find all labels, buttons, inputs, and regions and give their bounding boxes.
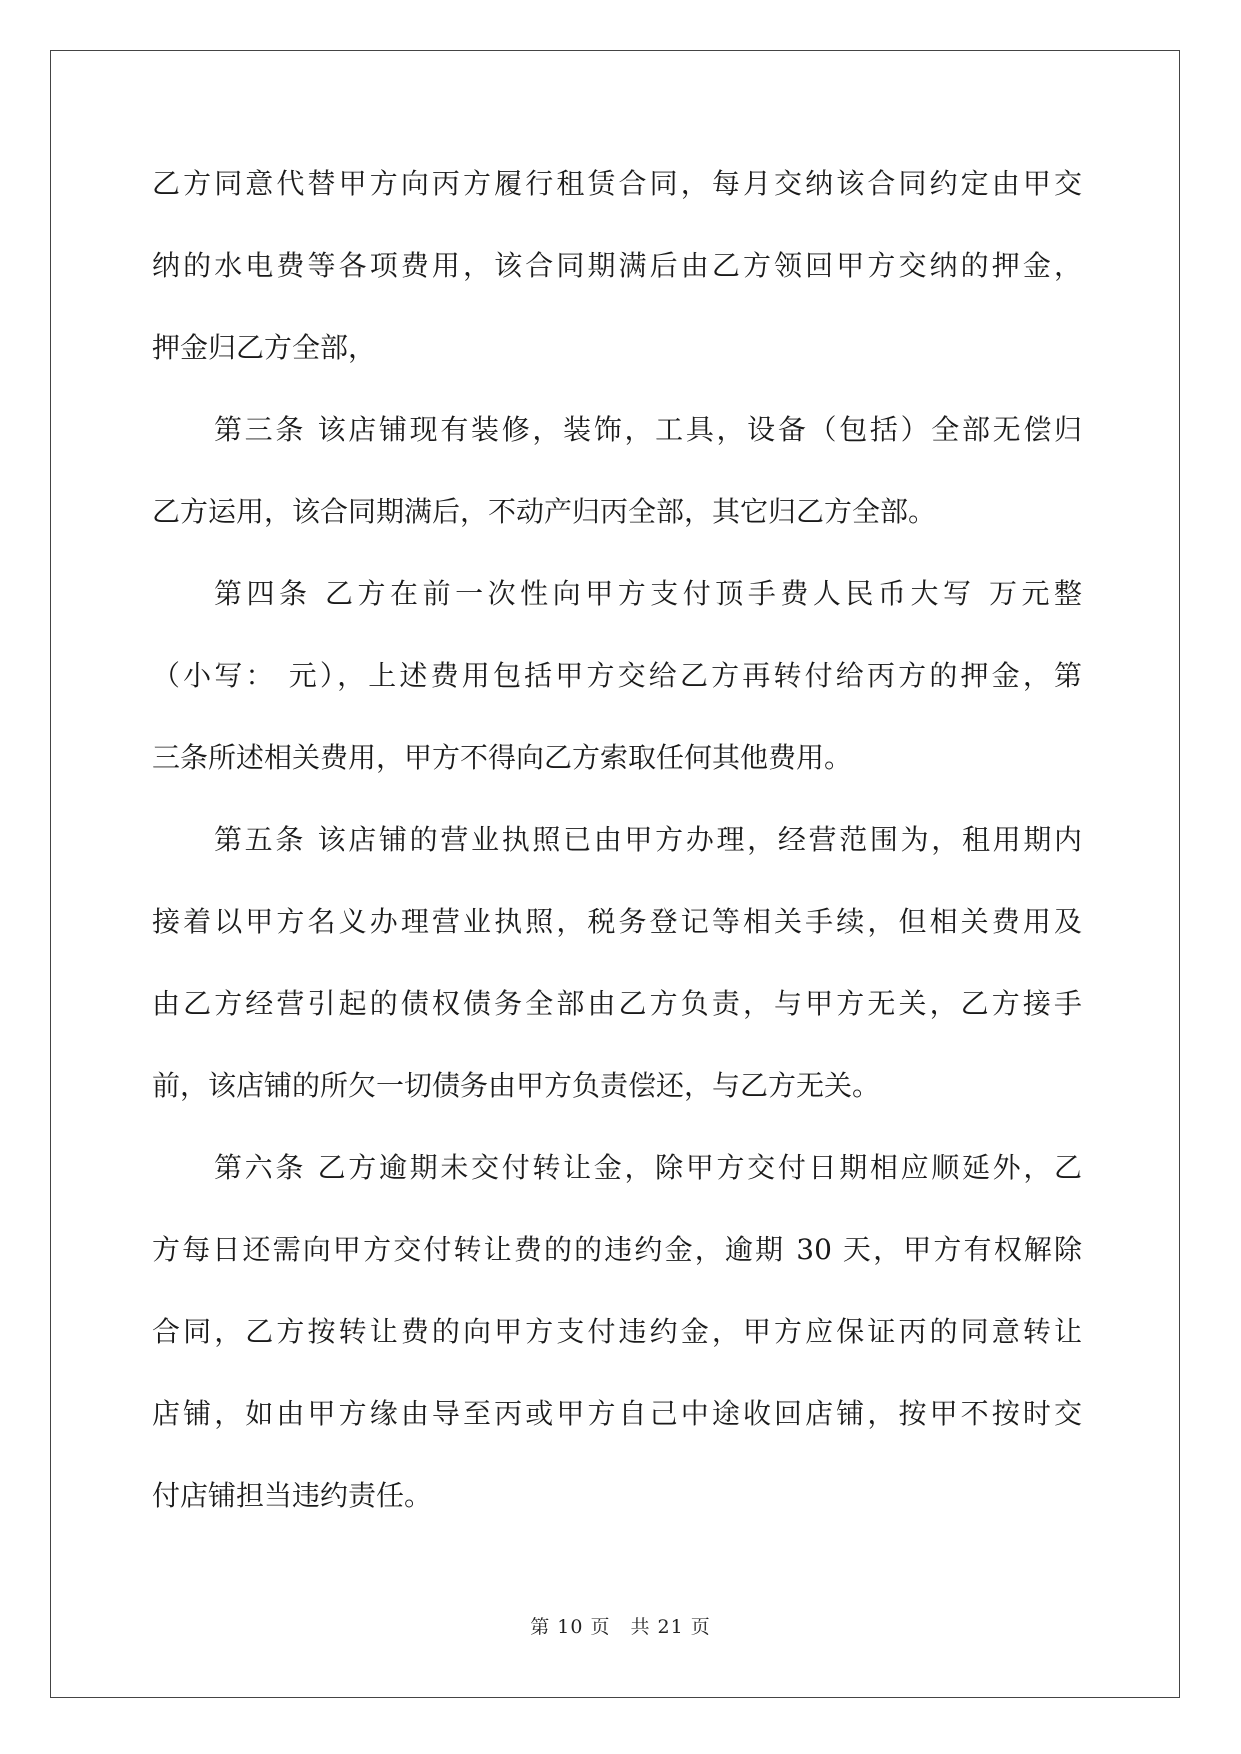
text-line: 由乙方经营引起的债权债务全部由乙方负责，与甲方无关，乙方接手 bbox=[152, 987, 1082, 1020]
text-line: 三条所述相关费用，甲方不得向乙方索取任何其他费用。 bbox=[152, 741, 853, 774]
document-body bbox=[152, 160, 1082, 1554]
text-line: 纳的水电费等各项费用，该合同期满后由乙方领回甲方交纳的押金， bbox=[152, 249, 1082, 282]
article-5-start: 第五条 该店铺的营业执照已由甲方办理，经营范围为，租用期内 bbox=[214, 823, 1082, 856]
text-line: （小写： 元），上述费用包括甲方交给乙方再转付给丙方的押金，第 bbox=[152, 659, 1082, 692]
text-line: 乙方运用，该合同期满后，不动产归丙全部，其它归乙方全部。 bbox=[152, 495, 937, 528]
article-3-start: 第三条 该店铺现有装修，装饰，工具，设备（包括）全部无偿归 bbox=[214, 413, 1082, 446]
text-line: 店铺，如由甲方缘由导至丙或甲方自己中途收回店铺，按甲不按时交 bbox=[152, 1397, 1082, 1430]
text-line: 押金归乙方全部， bbox=[152, 331, 377, 364]
article-4-start: 第四条 乙方在前一次性向甲方支付顶手费人民币大写 万元整 bbox=[214, 577, 1082, 610]
article-6-start: 第六条 乙方逾期未交付转让金，除甲方交付日期相应顺延外，乙 bbox=[214, 1151, 1082, 1184]
text-line: 付店铺担当违约责任。 bbox=[152, 1479, 433, 1512]
page-number-footer: 第 10 页 共 21 页 bbox=[530, 1616, 711, 1638]
text-line: 前，该店铺的所欠一切债务由甲方负责偿还，与乙方无关。 bbox=[152, 1069, 881, 1102]
text-line: 乙方同意代替甲方向丙方履行租赁合同，每月交纳该合同约定由甲交 bbox=[152, 167, 1082, 200]
text-line: 接着以甲方名义办理营业执照，税务登记等相关手续，但相关费用及 bbox=[152, 905, 1082, 938]
text-line: 方每日还需向甲方交付转让费的的违约金，逾期 30 天，甲方有权解除 bbox=[152, 1233, 1082, 1266]
text-line: 合同，乙方按转让费的向甲方支付违约金，甲方应保证丙的同意转让 bbox=[152, 1315, 1082, 1348]
